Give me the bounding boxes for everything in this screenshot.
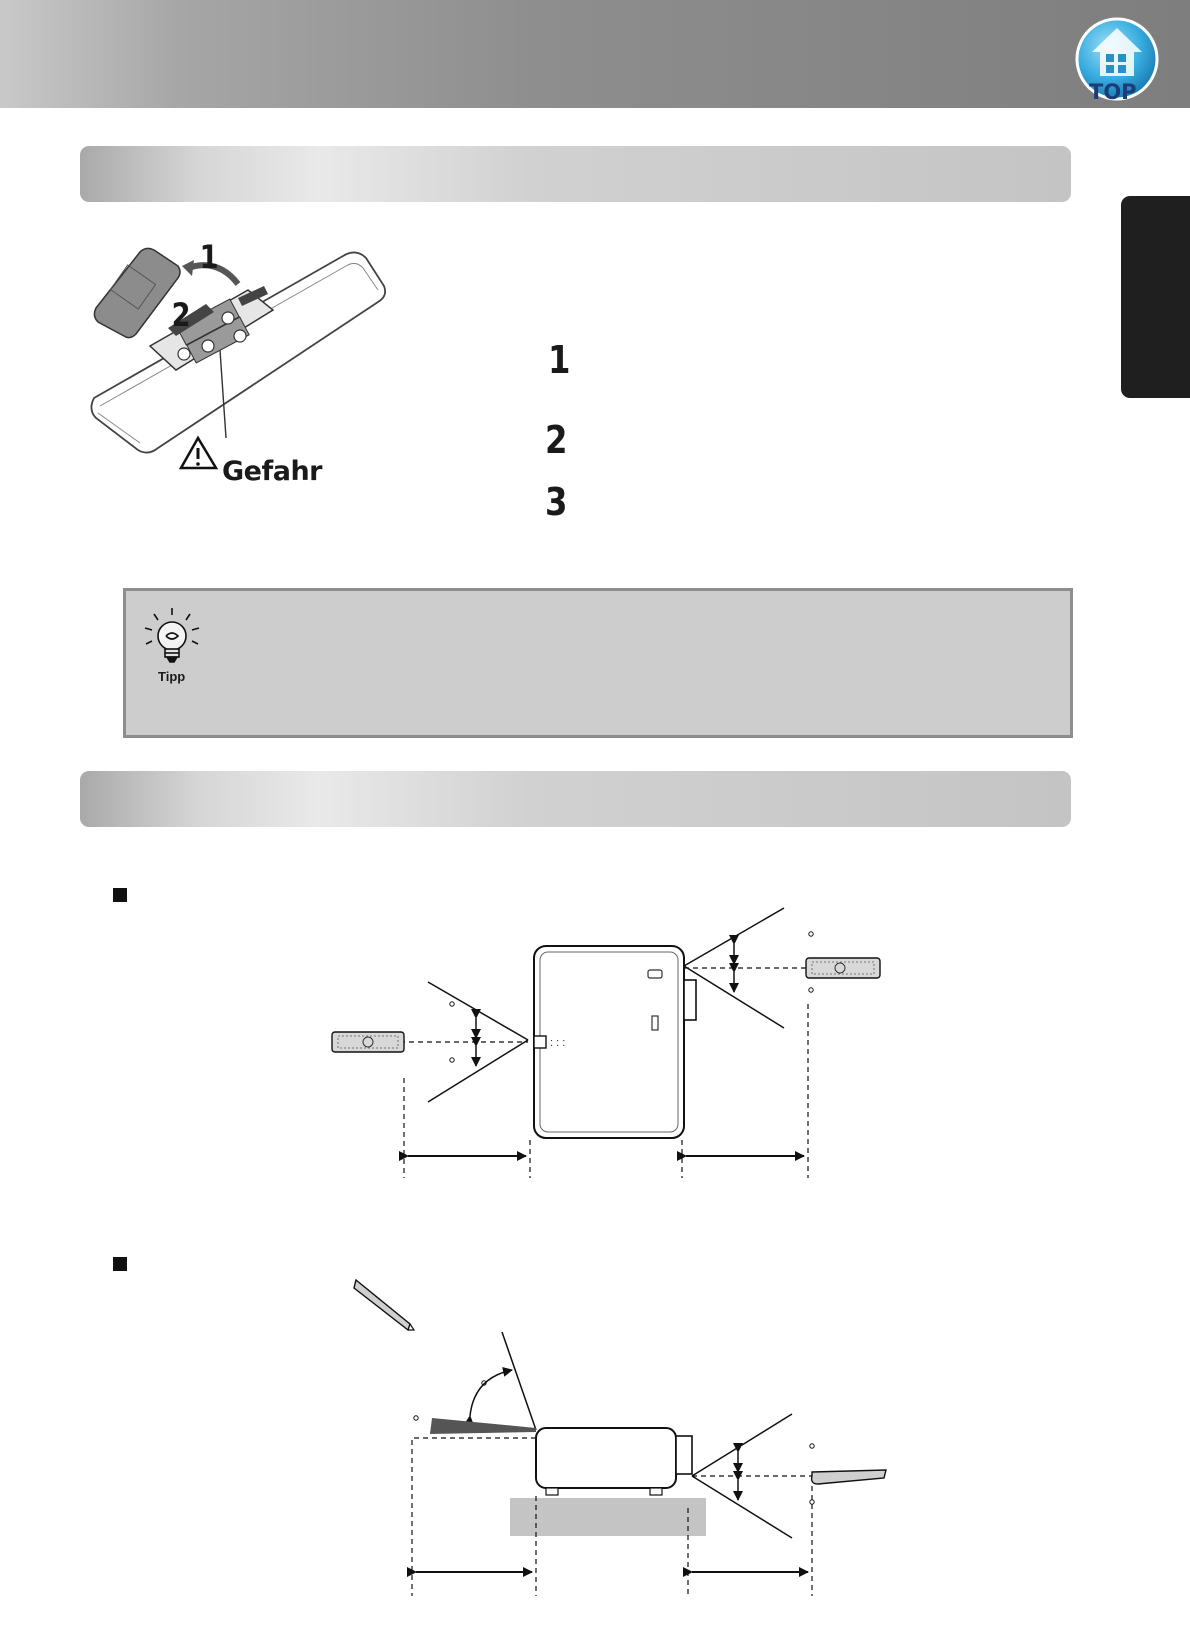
section-header-batteries (80, 146, 1071, 202)
step-number-3: 3 (544, 480, 568, 524)
tip-label: Tipp (158, 669, 186, 684)
side-view-range-diagram (350, 1280, 890, 1600)
svg-text:: : :: : : : (550, 1037, 566, 1049)
warning-triangle-icon (181, 438, 216, 468)
chapter-tab[interactable] (1121, 196, 1190, 398)
top-button-label[interactable]: TOP (1089, 80, 1137, 104)
tip-box (123, 588, 1073, 738)
header-bar (0, 0, 1190, 108)
subsection-bullet-side-view (113, 1257, 127, 1271)
step-number-1: 1 (547, 338, 571, 382)
illustration-step-1: 1 (199, 238, 219, 276)
warning-label: Gefahr (222, 456, 322, 487)
section-header-operating-range (80, 771, 1071, 827)
top-view-range-diagram (328, 900, 888, 1180)
illustration-step-2: 2 (171, 296, 191, 334)
subsection-bullet-top-view (113, 888, 127, 902)
step-number-2: 2 (544, 418, 568, 462)
lightbulb-icon (142, 606, 202, 670)
